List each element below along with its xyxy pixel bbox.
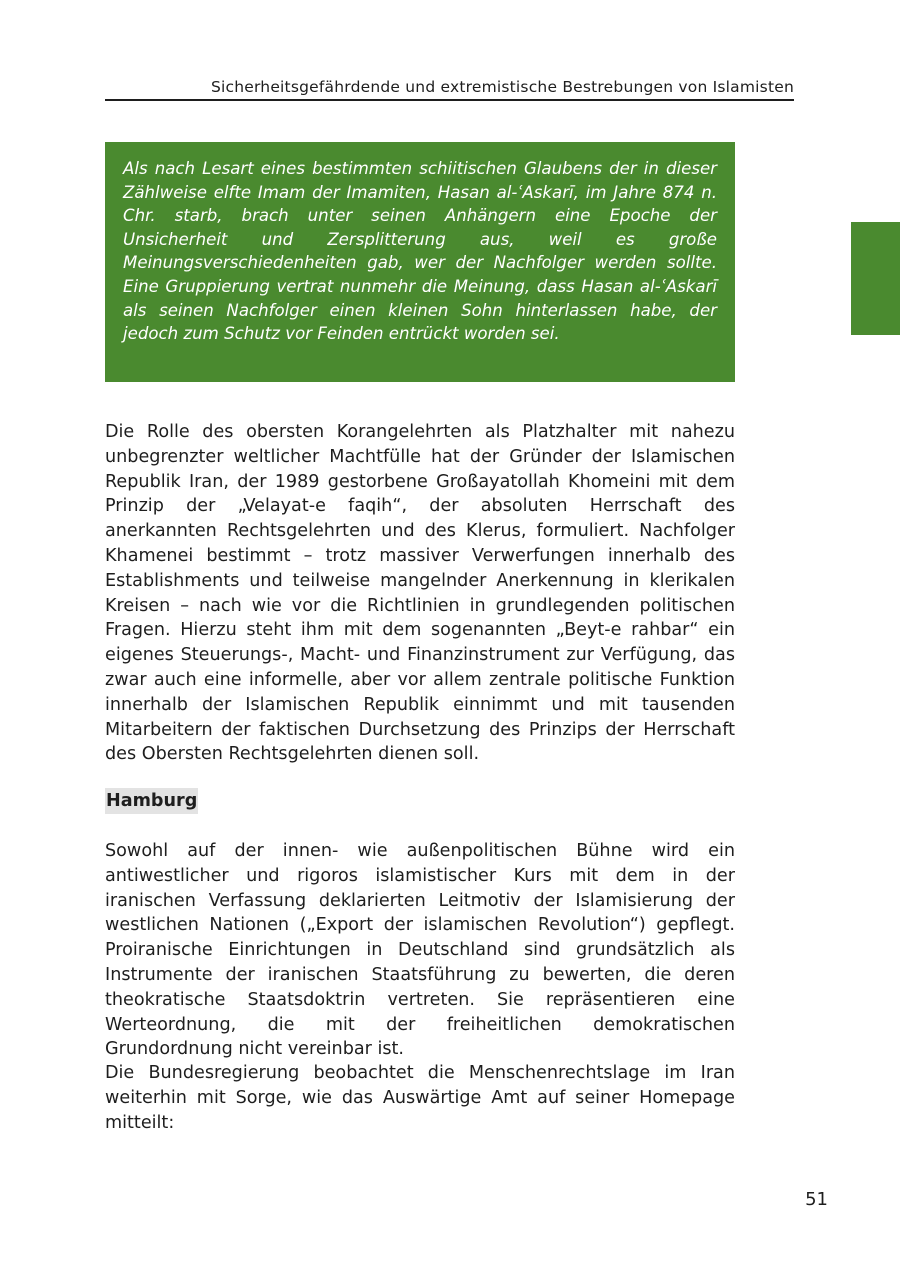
infobox <box>105 142 735 382</box>
running-header <box>105 74 794 101</box>
chapter-thumb-tab <box>851 222 900 335</box>
page-number: 51 <box>805 1189 828 1210</box>
body-paragraph-bundesregierung: Die Bundesregierung beobachtet die Menschenrechtslage im Iran weiterhin mit Sorge, wie das Auswärtige Amt auf seiner Homepage mitteilt: <box>105 1063 735 1133</box>
body-paragraph-rolle: Die Rolle des obersten Korangelehrten als Platzhalter mit nahezu unbegrenzter weltlicher Machtfülle hat der Gründer der Islamischen Republik Iran, der 1989 gestorbene Großayatollah Khomeini mit dem Prinzip der „Velayat-e faqih“, der absoluten Herrschaft des anerkannten Rechtsgelehrten und des Klerus, formuliert. Nachfolger Khamenei bestimmt – trotz massiver Verwerfungen innerhalb des Establishments und teilweise mangelnder Anerkennung in klerikalen Kreisen – nach wie vor die Richtlinien in grundlegenden politischen Fragen. Hierzu steht ihm mit dem sogenannten „Beyt-e rahbar“ ein eigenes Steuerungs-, Macht- und Finanzinstrument zur Verfügung, das zwar auch eine informelle, aber vor allem zentrale politische Funktion innerhalb der Islamischen Republik einnimmt und mit tausenden Mitarbeitern der faktischen Durchsetzung des Prinzips der Herrschaft des Obersten Rechtsgelehrten dienen soll. <box>105 422 735 765</box>
running-header-title: Sicherheitsgefährdende und extremistische Bestrebungen von Islamisten <box>210 78 794 96</box>
section-heading-hamburg: Hamburg <box>105 788 198 814</box>
infobox-text: Als nach Lesart eines bestimmten schiitischen Glaubens der in dieser Zählweise elfte Imam der Imamiten, Hasan al-ʿAskarī, im Jahre 874 n. Chr. starb, brach unter seinen Anhängern eine Epoche der Unsicherheit und Zersplitterung aus, weil es große Meinungsverschiedenheiten gab, wer der Nachfolger werden sollte. Eine Gruppierung vertrat nunmehr die Meinung, dass Hasan al-ʿAskarī als seinen Nachfolger einen kleinen Sohn hinterlassen habe, der jedoch zum Schutz vor Feinden entrückt worden sei. <box>123 159 717 344</box>
body-paragraph-sowohl: Sowohl auf der innen- wie außenpolitischen Bühne wird ein antiwestlicher und rigoros islamistischer Kurs mit dem in der iranischen Verfassung deklarierten Leitmotiv der Islamisierung der westlichen Nationen („Export der islamischen Revolution“) gepflegt. Proiranische Einrichtungen in Deutschland sind grundsätzlich als Instrumente der iranischen Staatsführung zu bewerten, die deren theokratische Staatsdoktrin vertreten. Sie repräsentieren eine Werteordnung, die mit der freiheitlichen demokratischen Grundordnung nicht vereinbar ist. <box>105 841 735 1060</box>
